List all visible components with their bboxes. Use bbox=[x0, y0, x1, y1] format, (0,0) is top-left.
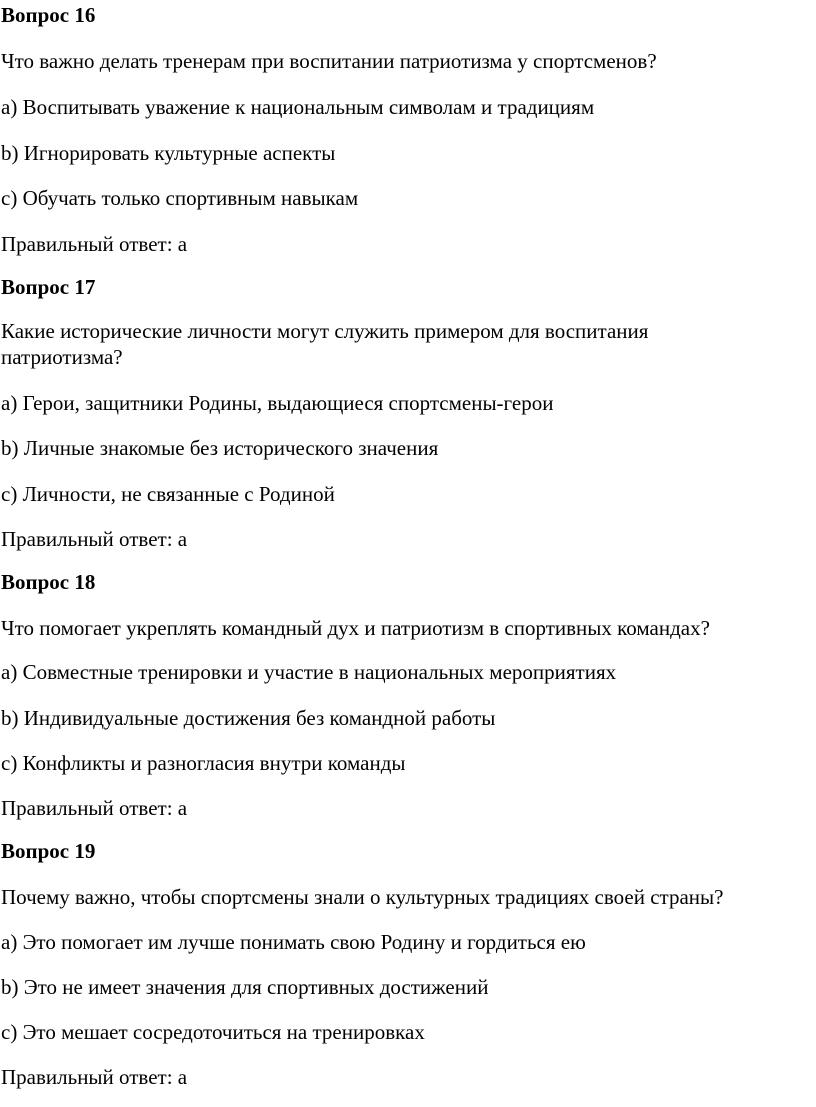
question-text: патриотизма? bbox=[1, 345, 123, 369]
answer-option: b) Личные знакомые без исторического значения bbox=[1, 436, 439, 460]
answer-option: b) Игнорировать культурные аспекты bbox=[1, 141, 336, 165]
correct-answer: Правильный ответ: a bbox=[1, 232, 188, 256]
answer-option: c) Это мешает сосредоточиться на тренировках bbox=[1, 1020, 425, 1044]
answer-option: b) Индивидуальные достижения без командной работы bbox=[1, 706, 496, 730]
question-heading: Вопрос 16 bbox=[1, 3, 96, 27]
question-heading: Вопрос 17 bbox=[1, 275, 96, 299]
question-text: Что помогает укреплять командный дух и патриотизм в спортивных командах? bbox=[1, 616, 710, 640]
answer-option: b) Это не имеет значения для спортивных достижений bbox=[1, 975, 489, 999]
answer-option: а) Воспитывать уважение к национальным символам и традициям bbox=[1, 95, 595, 119]
question-text: Что важно делать тренерам при воспитании патриотизма у спортсменов? bbox=[1, 49, 657, 73]
answer-option: a) Герои, защитники Родины, выдающиеся спортсмены-герои bbox=[1, 391, 554, 415]
correct-answer: Правильный ответ: a bbox=[1, 527, 188, 551]
answer-option: a) Совместные тренировки и участие в национальных мероприятиях bbox=[1, 660, 617, 684]
answer-option: c) Обучать только спортивным навыкам bbox=[1, 186, 359, 210]
correct-answer: Правильный ответ: a bbox=[1, 796, 188, 820]
answer-option: c) Конфликты и разногласия внутри команды bbox=[1, 751, 406, 775]
question-text: Какие исторические личности могут служить примером для воспитания bbox=[1, 319, 649, 343]
answer-option: c) Личности, не связанные с Родиной bbox=[1, 482, 335, 506]
question-heading: Вопрос 19 bbox=[1, 839, 96, 863]
correct-answer: Правильный ответ: a bbox=[1, 1065, 188, 1089]
question-text: Почему важно, чтобы спортсмены знали о культурных традициях своей страны? bbox=[1, 885, 724, 909]
answer-option: a) Это помогает им лучше понимать свою Родину и гордиться ею bbox=[1, 930, 586, 954]
question-heading: Вопрос 18 bbox=[1, 570, 96, 594]
